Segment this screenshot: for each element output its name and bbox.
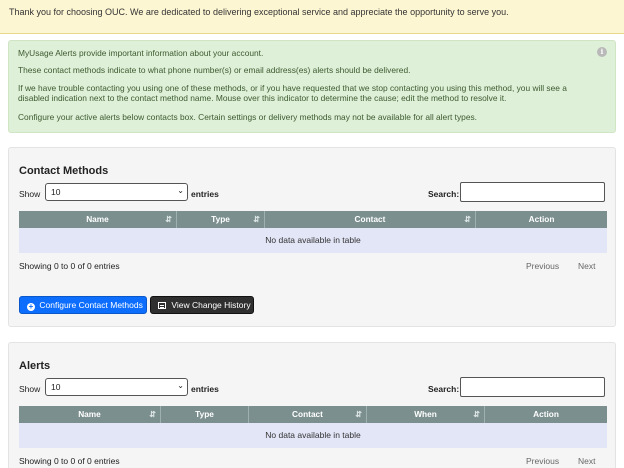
alerts-col-action-label: Action [533,409,559,419]
welcome-banner-text: Thank you for choosing OUC. We are dedicated to delivering exceptional service and appreciate the opportunity to serve you. [9,7,509,17]
contacts-entries-label: entries [191,189,219,199]
sort-icon: ⇵ [149,410,156,419]
contacts-col-contact-label: Contact [354,214,386,224]
list-icon [158,302,166,309]
alerts-search-label: Search: [428,384,460,394]
alerts-info-box [8,40,616,133]
alerts-col-type-label: Type [195,409,214,419]
alerts-col-contact[interactable] [249,406,367,423]
alerts-previous-button[interactable]: Previous [526,456,560,466]
alerts-col-action [485,406,607,423]
contacts-table-header [19,211,607,228]
alerts-col-type [161,406,249,423]
alerts-col-when-label: When [414,409,437,419]
alerts-table-header [19,406,607,423]
contacts-next-button[interactable]: Next [578,261,596,271]
contacts-col-contact[interactable] [265,211,476,228]
info-paragraph-3: If we have trouble contacting you using one of these methods, or if you have requested that we stop contacting you using this method, you will see a disabled indication next to the contact method name. Mouse over this indicator to determine the cause; edit the method to resolve it. [18,83,567,103]
sort-icon: ⇵ [355,410,362,419]
contact-methods-title: Contact Methods [19,165,109,177]
info-icon[interactable]: i [597,47,607,57]
view-change-history-label: View Change History [171,300,251,310]
contacts-col-action [476,211,607,228]
view-change-history-button[interactable] [150,296,254,314]
alerts-search-input[interactable] [460,377,605,397]
info-paragraph-4: Configure your active alerts below contacts box. Certain settings or delivery methods may not be available for all alert types. [18,112,477,122]
info-paragraph-2: These contact methods indicate to what phone number(s) or email address(es) alerts should be delivered. [18,65,411,75]
alerts-entries-label: entries [191,384,219,394]
sort-icon: ⇵ [165,215,172,224]
chevron-down-icon: ⌄ [177,381,184,390]
contacts-page-size-select[interactable] [45,183,188,201]
alerts-show-label: Show [19,384,41,394]
contacts-search-input[interactable] [460,182,605,202]
contact-methods-panel [8,147,616,327]
contacts-showing-info: Showing 0 to 0 of 0 entries [19,261,120,271]
alerts-empty-row: No data available in table [19,423,607,448]
alerts-title: Alerts [19,360,51,372]
alerts-page-size-value: 10 [51,382,61,392]
contacts-empty-row: No data available in table [19,228,607,253]
alerts-col-contact-label: Contact [292,409,323,419]
contacts-col-action-label: Action [528,214,555,224]
configure-contact-methods-label: Configure Contact Methods [39,300,143,310]
alerts-col-name-label: Name [78,409,101,419]
contacts-search-label: Search: [428,189,460,199]
contacts-col-name-label: Name [86,214,109,224]
info-paragraph-1: MyUsage Alerts provide important information about your account. [18,48,264,58]
contacts-page-size-value: 10 [51,187,61,197]
sort-icon: ⇵ [464,215,471,224]
alerts-page-size-select[interactable] [45,378,188,396]
welcome-banner [0,0,624,34]
sort-icon: ⇵ [253,215,260,224]
alerts-col-name[interactable] [19,406,161,423]
alerts-showing-info: Showing 0 to 0 of 0 entries [19,456,120,466]
sort-icon: ⇵ [473,410,480,419]
alerts-next-button[interactable]: Next [578,456,596,466]
alerts-col-when[interactable] [367,406,485,423]
contacts-show-label: Show [19,189,41,199]
contacts-col-type-label: Type [211,214,230,224]
contacts-previous-button[interactable]: Previous [526,261,560,271]
plus-circle-icon: + [28,302,34,311]
chevron-down-icon: ⌄ [177,186,184,195]
contacts-col-name[interactable] [19,211,177,228]
configure-contact-methods-button[interactable] [19,296,147,314]
contacts-col-type[interactable] [177,211,265,228]
alerts-panel [8,342,616,468]
